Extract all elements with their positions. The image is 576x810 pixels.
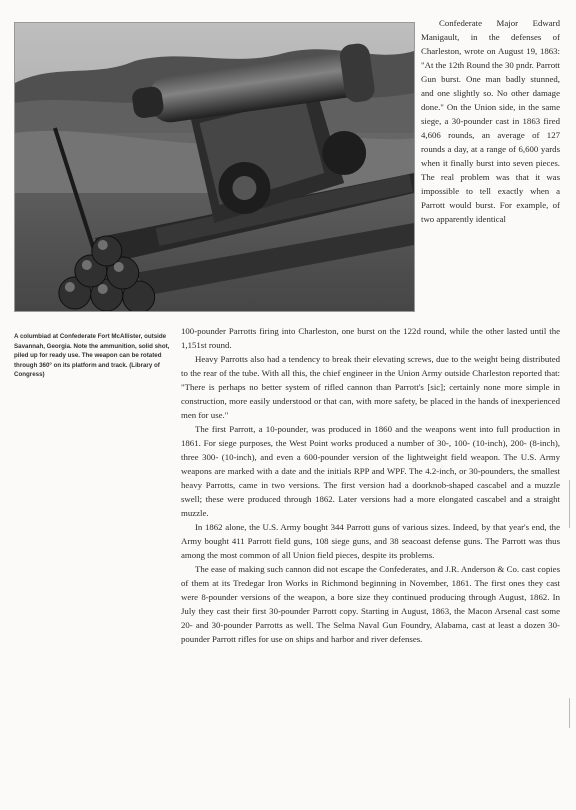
page-edge-mark [569, 480, 570, 528]
paragraph-first-parrott: The first Parrott, a 10-pounder, was produced in 1860 and the weapons went into full production in 1861. For siege purposes, the West Point works produced a number of 30-, 100- (10-inch), 200- (8-inch), three 300- (10-inch), and even a 600-pounder version of the lightweight field weapon. The U.S. Army weapons are marked with a date and the initials RPP and WPF. The 4.2-inch, or 30-pounders, the smallest heavy Parrotts, came in two versions. The first version had a doorknob-shaped cascabel and a muzzle swell; these were produced through 1862. Later versions had a more elongated cascabel and a straight muzzle. [181, 424, 560, 518]
paragraph-elevating-screws: Heavy Parrotts also had a tendency to break their elevating screws, due to the weight being distributed to the rear of the tube. With all this, the chief engineer in the Union Army outside Charleston reported that: "There is perhaps no better system of rifled cannon than Parrott's [sic]; certainly none more simple in construction, more easily understood or that can, with more safety, be placed in the hands of inexperienced men for use." [181, 354, 560, 420]
main-column [181, 324, 560, 646]
photo-caption: A columbiad at Confederate Fort McAllister, outside Savannah, Georgia. Note the ammunition, solid shot, piled up for ready use. The weapon can be rotated through 360° on its platform and track. (Library of Congress) [14, 333, 170, 379]
side-paragraph: Confederate Major Edward Manigault, in the defenses of Charleston, wrote on August 19, 1863: "At the 12th Round the 30 pndr. Parrott Gun burst. One man badly stunned, and one slightly so. No other damage done." On the Union side, in the same siege, a 30-pounder cast in 1863 fired 4,606 rounds, an average of 127 rounds a day, at a range of 6,600 yards when it finally burst into seven pieces. The real problem was that it was impossible to tell exactly when a Parrott would burst. For example, of two apparently identical [421, 18, 560, 224]
paragraph-confederate-copies: The ease of making such cannon did not escape the Confederates, and J.R. Anderson & Co. cast copies of them at its Tredegar Iron Works in Richmond beginning in November, 1861. The first ones they cast were 8-pounder versions of the weapon, a bore size they continued producing through August, 1862. In July they cast their first 30-pounder Parrott copy. Starting in August, 1863, the Macon Arsenal cast some 20- and 30-pounder Parrotts as well. The Selma Naval Gun Foundry, Alabama, cast at least a dozen 30-pounder Parrott rifles for use on ships and harbor and river defenses. [181, 564, 560, 644]
paragraph-1862-purchases: In 1862 alone, the U.S. Army bought 344 Parrott guns of various sizes. Indeed, by that year's end, the Army bought 411 Parrott field guns, 108 siege guns, and 38 seacoast defense guns. The Parrott was thus among the most common of all Union field pieces, despite its problems. [181, 522, 560, 560]
cannon-photo [14, 22, 415, 312]
page-edge-mark [569, 698, 570, 728]
cannon-photo-image [15, 23, 414, 311]
side-column [421, 16, 560, 226]
paragraph-continuation: 100-pounder Parrotts firing into Charleston, one burst on the 122d round, while the other lasted until the 1,151st round. [181, 326, 560, 350]
